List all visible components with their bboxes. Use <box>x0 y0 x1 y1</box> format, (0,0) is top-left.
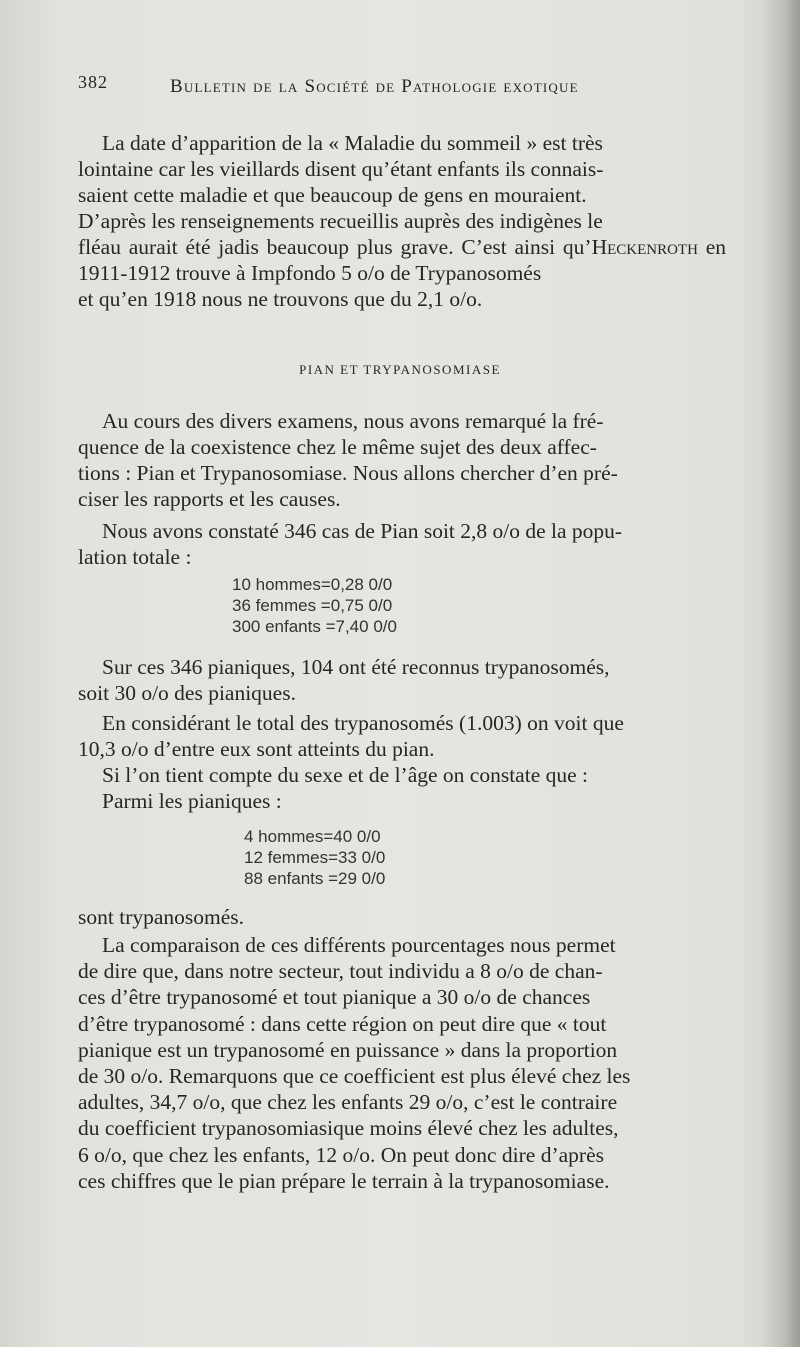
stat-row: 36 femmes =0,75 0/0 <box>232 596 393 615</box>
paragraph-2: Nous avons constaté 346 cas de Pian soit 2,8 o/o de la popu- lation totale : <box>78 519 623 569</box>
paragraph-5: Si l’on tient compte du sexe et de l’âge on constate que : <box>102 763 588 787</box>
intro-line-6: et qu’en 1918 nous ne trouvons que du 2,1 o/o. <box>78 287 483 311</box>
page-number: 382 <box>78 72 108 92</box>
paragraph-8: La comparaison de ces différents pourcentages nous permet de dire que, dans notre secteur, tout individu a 8 o/o de chan- ces d’être trypanosomé et tout pianique a 30 o/o de chances d’être trypanosomé : dans cette région on peut dire que « tout pianique est un trypanosomé en puissance » dans la proportion de 30 o/o. Remarquons que ce coefficient est plus élevé chez les adultes, 34,7 o/o, que chez les enfants 29 o/o, c’est le contraire du coefficient trypanosomiasique moins élevé chez les adultes, 6 o/o, que chez les enfants, 12 o/o. On peut donc dire d’après ces chiffres que le pian prépare le terrain à la trypanosomiase. <box>78 933 631 1193</box>
stat-row: 300 enfants =7,40 0/0 <box>232 617 397 636</box>
stat-row: 88 enfants =29 0/0 <box>244 869 386 888</box>
stat-row: 4 hommes=40 0/0 <box>244 827 381 846</box>
intro-paragraph <box>78 130 726 312</box>
intro-line-3: saient cette maladie et que beaucoup de gens en mouraient. <box>78 183 587 207</box>
author-name: Heckenroth <box>591 235 698 259</box>
paragraph-4: En considérant le total des trypanosomés (1.003) on voit que 10,3 o/o d’entre eux sont atteints du pian. <box>78 711 624 761</box>
intro-line-5: fléau aurait été jadis beaucoup plus grave. C’est ainsi qu’Heckenroth en 1911-1912 trouve à Impfondo 5 o/o de Trypanosomés <box>78 235 726 285</box>
section-heading: PIAN ET TRYPANOSOMIASE <box>299 362 501 377</box>
intro-line-4: D’après les renseignements recueillis auprès des indigènes le <box>78 209 603 233</box>
intro-line-2: lointaine car les vieillards disent qu’étant enfants ils connais- <box>78 157 604 181</box>
page-spine-shadow <box>762 0 800 1347</box>
paragraph-1: Au cours des divers examens, nous avons remarqué la fré- quence de la coexistence chez le même sujet des deux affec- tions : Pian et Trypanosomiase. Nous allons chercher d’en pré- ciser les rapports et les causes. <box>78 409 618 511</box>
stat-row: 12 femmes=33 0/0 <box>244 848 386 867</box>
paragraph-3: Sur ces 346 pianiques, 104 ont été reconnus trypanosomés, soit 30 o/o des pianiques. <box>78 655 610 705</box>
stat-row: 10 hommes=0,28 0/0 <box>232 575 393 594</box>
pianiques-stats <box>244 826 385 889</box>
journal-title: Bulletin de la Société de Pathologie exotique <box>170 76 579 97</box>
paragraph-7: sont trypanosomés. <box>78 905 245 929</box>
paragraph-6: Parmi les pianiques : <box>102 789 282 813</box>
population-stats <box>232 574 397 637</box>
intro-line-1: La date d’apparition de la « Maladie du sommeil » est très <box>102 131 603 155</box>
